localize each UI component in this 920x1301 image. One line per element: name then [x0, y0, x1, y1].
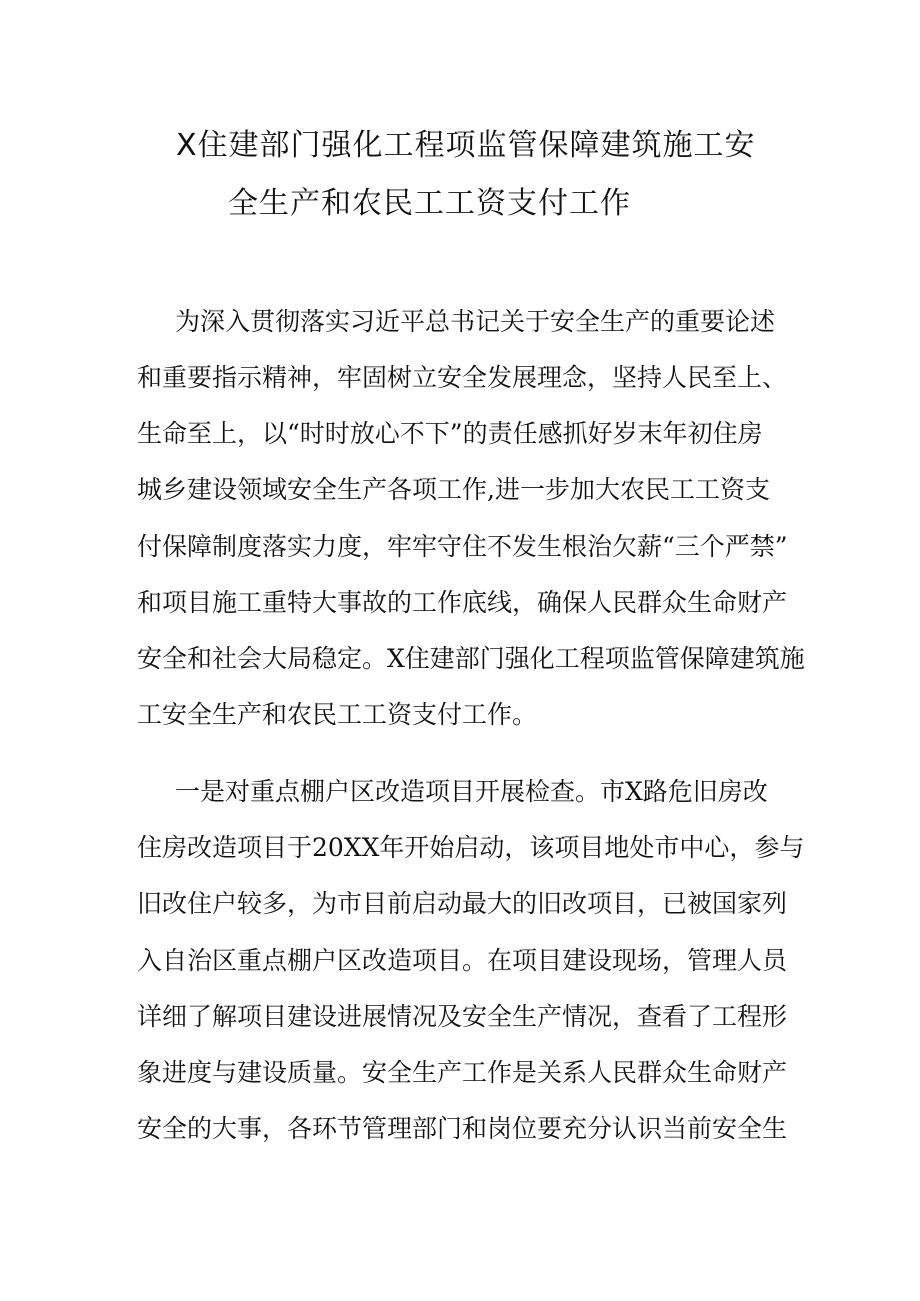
paragraph-1-line-4: 城乡建设领域安全生产各项工作,进一步加大农民工工资支: [137, 475, 770, 504]
document-title-line-1: X住建部门强化工程项监管保障建筑施工安: [176, 128, 756, 163]
paragraph-1-line-7: 安全和社会大局稳定。X住建部门强化工程项监管保障建筑施: [137, 644, 805, 673]
paragraph-1-line-5: 付保障制度落实力度，牢牢守住不发生根治欠薪“三个严禁”: [137, 532, 788, 561]
paragraph-1-line-2: 和重要指示精神，牢固树立安全发展理念，坚持人民至上、: [137, 363, 788, 392]
paragraph-2-line-3: 旧改住户较多，为市目前启动最大的旧改项目，已被国家列: [137, 889, 788, 918]
paragraph-2-line-4: 入自治区重点棚户区改造项目。在项目建设现场，管理人员: [137, 946, 788, 975]
paragraph-1-line-6: 和项目施工重特大事故的工作底线，确保人民群众生命财产: [137, 588, 788, 617]
document-title-line-2: 全生产和农民工工资支付工作: [228, 186, 631, 221]
paragraph-2-line-2: 住房改造项目于20XX年开始启动，该项目地处市中心，参与: [137, 833, 805, 862]
paragraph-2-line-6: 象进度与建设质量。安全生产工作是关系人民群众生命财产: [137, 1058, 788, 1087]
paragraph-1-line-3: 生命至上，以“时时放心不下”的责任感抓好岁末年初住房: [137, 419, 763, 448]
paragraph-2-line-5: 详细了解项目建设进展情况及安全生产情况，查看了工程形: [137, 1002, 788, 1031]
paragraph-1-line-8: 工安全生产和农民工工资支付工作。: [137, 700, 538, 729]
paragraph-2-line-1: 一是对重点棚户区改造项目开展检查。市X路危旧房改: [175, 777, 768, 806]
paragraph-2-line-7: 安全的大事，各环节管理部门和岗位要充分认识当前安全生: [137, 1114, 788, 1143]
paragraph-1-line-1: 为深入贯彻落实习近平总书记关于安全生产的重要论述: [175, 307, 776, 336]
